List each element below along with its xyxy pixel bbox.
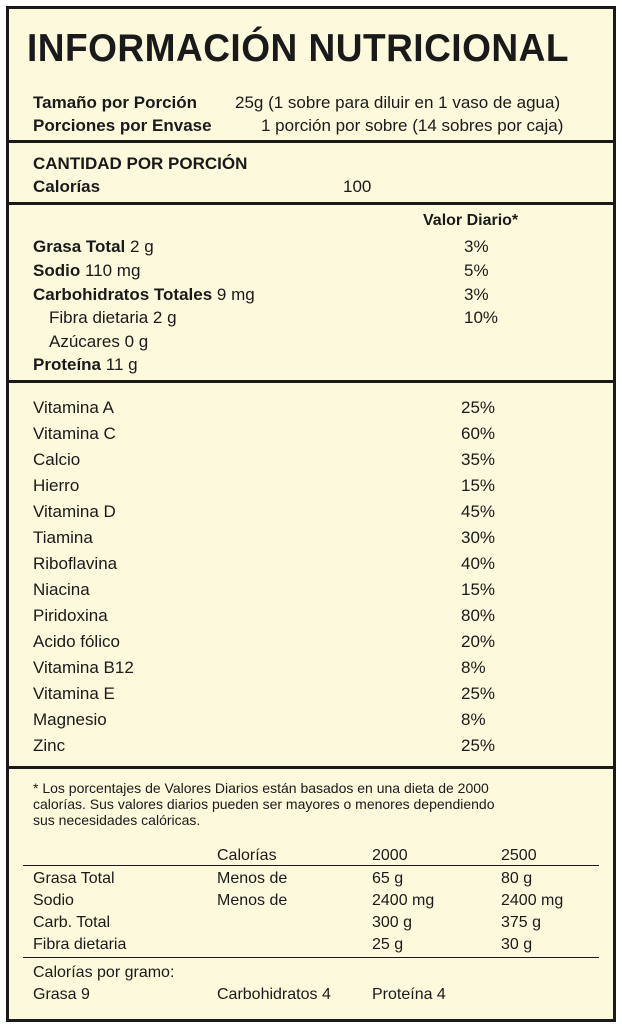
calories-per-gram-label: Calorías por gramo: — [33, 964, 175, 981]
footnote-line: sus necesidades calóricas. — [33, 812, 201, 828]
label-title: INFORMACIÓN NUTRICIONAL — [27, 27, 569, 70]
table-cell: 30 g — [501, 936, 533, 953]
vitamin-name: Niacina — [33, 580, 90, 599]
nutrient-dv: 3% — [464, 285, 489, 304]
nutrient-name: Fibra dietaria 2 g — [49, 308, 177, 327]
vitamin-dv: 15% — [461, 580, 496, 599]
divider — [9, 380, 613, 383]
table-cell: 2400 mg — [501, 892, 564, 909]
table-cell: 300 g — [372, 914, 413, 931]
nutrient-row — [33, 355, 138, 375]
vitamin-dv: 40% — [461, 554, 496, 573]
table-cell: Grasa Total — [33, 870, 115, 887]
table-header-cell: 2000 — [372, 847, 408, 864]
calories-label: Calorías — [33, 177, 101, 196]
vitamin-name: Vitamina C — [33, 424, 116, 443]
divider — [9, 202, 613, 205]
table-cell: Fibra dietaria — [33, 936, 127, 953]
vitamin-dv: 25% — [461, 684, 496, 703]
nutrient-amount: 11 g — [105, 355, 138, 374]
vitamin-dv: 35% — [461, 450, 496, 469]
table-cell: 65 g — [372, 870, 404, 887]
vitamin-name: Acido fólico — [33, 632, 120, 651]
nutrient-name: Sodio — [33, 261, 81, 280]
amount-per-serving-header: CANTIDAD POR PORCIÓN — [33, 154, 248, 173]
vitamin-name: Magnesio — [33, 710, 107, 729]
vitamin-dv: 30% — [461, 528, 496, 547]
table-cell: Menos de — [217, 892, 288, 909]
table-header-cell: Calorías — [217, 847, 277, 864]
vitamin-name: Piridoxina — [33, 606, 108, 625]
vitamin-name: Hierro — [33, 476, 80, 495]
nutrient-name: Grasa Total — [33, 237, 126, 256]
calories-per-gram-carbs: Carbohidratos 4 — [217, 986, 331, 1003]
footnote-line: * Los porcentajes de Valores Diarios están basados en una dieta de 2000 — [33, 780, 489, 796]
vitamin-name: Zinc — [33, 736, 66, 755]
nutrient-row — [33, 285, 255, 305]
nutrient-dv: 5% — [464, 261, 489, 280]
nutrition-label — [6, 6, 616, 1022]
table-cell: 80 g — [501, 870, 533, 887]
vitamin-name: Vitamina B12 — [33, 658, 134, 677]
nutrient-dv: 10% — [464, 308, 499, 327]
vitamin-dv: 80% — [461, 606, 496, 625]
vitamin-dv: 25% — [461, 736, 496, 755]
calories-value: 100 — [343, 177, 372, 196]
table-cell: 25 g — [372, 936, 404, 953]
calories-per-gram-protein: Proteína 4 — [372, 986, 446, 1003]
serving-size-label: Tamaño por Porción — [33, 93, 198, 112]
table-footer-rule — [23, 957, 599, 958]
table-cell: 2400 mg — [372, 892, 435, 909]
nutrient-name: Proteína — [33, 355, 102, 374]
nutrient-dv: 3% — [464, 237, 489, 256]
vitamin-name: Tiamina — [33, 528, 93, 547]
vitamin-dv: 45% — [461, 502, 496, 521]
vitamin-dv: 60% — [461, 424, 496, 443]
servings-per-container-label: Porciones por Envase — [33, 116, 212, 135]
vitamin-name: Calcio — [33, 450, 81, 469]
daily-value-header: Valor Diario* — [423, 212, 519, 229]
divider — [9, 766, 613, 769]
vitamin-name: Riboflavina — [33, 554, 118, 573]
vitamin-dv: 8% — [461, 658, 486, 677]
nutrient-name: Carbohidratos Totales — [33, 285, 213, 304]
footnote-line: calorías. Sus valores diarios pueden ser mayores o menores dependiendo — [33, 796, 495, 812]
vitamin-dv: 20% — [461, 632, 496, 651]
nutrient-amount: 110 mg — [84, 261, 141, 280]
vitamin-name: Vitamina D — [33, 502, 116, 521]
table-cell: Carb. Total — [33, 914, 111, 931]
vitamin-name: Vitamina E — [33, 684, 115, 703]
vitamin-dv: 8% — [461, 710, 486, 729]
nutrient-name: Azúcares 0 g — [49, 332, 149, 351]
serving-size-value: 25g (1 sobre para diluir en 1 vaso de agua) — [235, 93, 561, 112]
nutrient-amount: 9 mg — [216, 285, 255, 304]
vitamin-dv: 25% — [461, 398, 496, 417]
nutrient-row — [33, 261, 140, 281]
vitamin-name: Vitamina A — [33, 398, 114, 417]
nutrient-amount: 2 g — [130, 237, 154, 256]
table-cell: 375 g — [501, 914, 542, 931]
calories-per-gram-fat: Grasa 9 — [33, 986, 90, 1003]
nutrient-row — [33, 237, 154, 257]
table-cell: Menos de — [217, 870, 288, 887]
table-cell: Sodio — [33, 892, 74, 909]
table-header-rule — [23, 865, 599, 866]
table-header-cell: 2500 — [501, 847, 537, 864]
divider — [9, 140, 613, 143]
servings-per-container-value: 1 porción por sobre (14 sobres por caja) — [261, 116, 564, 135]
vitamin-dv: 15% — [461, 476, 496, 495]
